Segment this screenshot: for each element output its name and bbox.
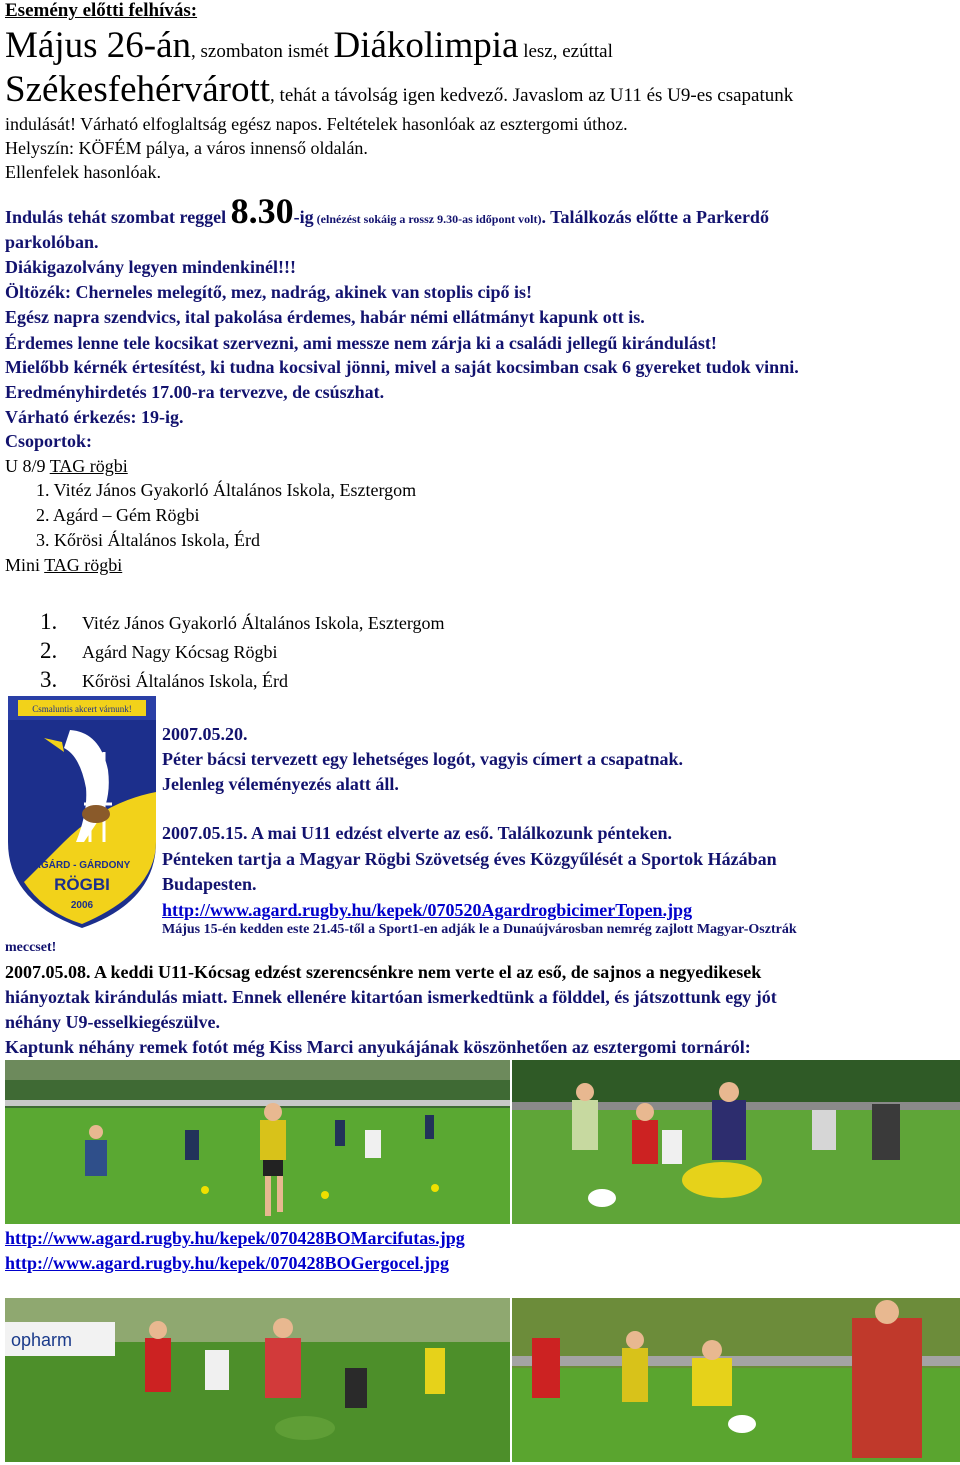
- crest-name-2: RÖGBI: [54, 875, 110, 894]
- start-tail: . Találkozás előtte a Parkerdő: [541, 207, 769, 227]
- start-note: (elnézést sokáig a rossz 9.30-as időpont volt): [313, 212, 542, 226]
- crest-name-1: AGÁRD - GÁRDONY: [33, 860, 131, 871]
- headline-line-1: [5, 24, 613, 68]
- team-crest-logo: [4, 692, 160, 932]
- start-time: 8.30: [230, 191, 294, 231]
- news-text: néhány U9-esselkiegészülve.: [5, 1012, 220, 1032]
- group-item: 3. Kőrösi Általános Iskola, Érd: [36, 530, 260, 550]
- start-line: [5, 192, 769, 230]
- mini-item-text: Vitéz János Gyakorló Általános Iskola, Esztergom: [82, 613, 445, 633]
- start-line-2: parkolóban.: [5, 232, 99, 252]
- sponsor-banner-text: opharm: [11, 1330, 73, 1350]
- notice-line: Mielőbb kérnék értesítést, ki tudna kocsival jönni, mivel a saját kocsimban csak 6 gyereket tudok vinni.: [5, 357, 799, 377]
- news-text: 2007.05.08. A keddi U11-Kócsag edzést szerencsénkre nem verte el az eső, de sajnos a negyedikesek: [5, 962, 762, 982]
- section-heading: Esemény előtti felhívás:: [5, 0, 198, 21]
- headline-text: , tehát a távolság igen kedvező. Javaslom az U11 és U9-es csapatunk: [270, 85, 794, 106]
- headline-text: lesz, ezúttal: [518, 41, 613, 62]
- group-title-u89: [5, 456, 128, 476]
- group-item: 2. Agárd – Gém Rögbi: [36, 505, 200, 525]
- crest-year: 2006: [70, 900, 94, 911]
- headline-line-2: [5, 68, 793, 112]
- notice-line: Érdemes lenne tele kocsikat szervezni, ami messze nem zárja ki a családi jellegű kirándulást!: [5, 333, 717, 353]
- news-text: Pénteken tartja a Magyar Rögbi Szövetség éves Közgyűlését a Sportok Házában: [162, 849, 777, 869]
- intro-line: indulását! Várható elfoglaltság egész napos. Feltételek hasonlóak az esztergomi úthoz.: [5, 114, 628, 134]
- tournament-photo-celebration: [512, 1060, 960, 1224]
- mini-item-number: 3.: [40, 667, 58, 692]
- crest-image-link[interactable]: http://www.agard.rugby.hu/kepek/070520AgardrogbicimerTopen.jpg: [162, 900, 693, 920]
- news-text: Kaptunk néhány remek fotót még Kiss Marci anyukájának köszönhetően az esztergomi tornáról:: [5, 1037, 751, 1057]
- headline-event: Diákolimpia: [333, 25, 519, 66]
- news-date: 2007.05.20.: [162, 724, 248, 744]
- group-title-mini: [5, 555, 122, 575]
- tournament-photo-running: [5, 1060, 510, 1224]
- mini-item-number: 2.: [40, 638, 58, 663]
- notice-line: Eredményhirdetés 17.00-ra tervezve, de csúszhat.: [5, 382, 385, 402]
- intro-line: Ellenfelek hasonlóak.: [5, 162, 161, 182]
- headline-text: , szombaton ismét: [191, 41, 334, 62]
- news-text: hiányoztak kirándulás miatt. Ennek ellenére kitartóan ismerkedtünk a földdel, és játszottunk egy jót: [5, 987, 777, 1007]
- photo-link-gergo[interactable]: http://www.agard.rugby.hu/kepek/070428BOGergocel.jpg: [5, 1253, 450, 1273]
- headline-city: Székesfehérvárott: [5, 69, 271, 110]
- news-text: Budapesten.: [162, 874, 257, 894]
- mini-item-text: Agárd Nagy Kócsag Rögbi: [82, 642, 278, 662]
- start-lead: Indulás tehát szombat reggel: [5, 207, 231, 227]
- group-tag: TAG rögbi: [49, 456, 128, 476]
- mini-item-text: Kőrösi Általános Iskola, Érd: [82, 671, 288, 691]
- intro-line: Helyszín: KÖFÉM pálya, a város innenső oldalán.: [5, 138, 368, 158]
- news-text: 2007.05.15. A mai U11 edzést elverte az eső. Találkozunk pénteken.: [162, 823, 672, 843]
- notice-line: Diákigazolvány legyen mindenkinél!!!: [5, 257, 297, 277]
- group-item: 1. Vitéz János Gyakorló Általános Iskola, Esztergom: [36, 480, 417, 500]
- tournament-photo-ball: [512, 1298, 960, 1462]
- notice-line: Csoportok:: [5, 431, 93, 451]
- tournament-photo-tackle: [5, 1298, 510, 1462]
- notice-line: Várható érkezés: 19-ig.: [5, 407, 184, 427]
- crest-banner-text: Csmaluntis akcert várnunk!: [32, 704, 132, 714]
- headline-date: Május 26-án: [5, 25, 191, 66]
- group-prefix: U 8/9: [5, 456, 50, 476]
- notice-line: Öltözék: Cherneles melegítő, mez, nadrág, akinek van stoplis cipő is!: [5, 282, 532, 302]
- news-text: Jelenleg véleményezés alatt áll.: [162, 774, 399, 794]
- mini-item: [40, 638, 277, 667]
- notice-line: Egész napra szendvics, ital pakolása érdemes, habár némi ellátmányt kapunk ott is.: [5, 307, 645, 327]
- start-suffix: -ig: [293, 207, 314, 227]
- photo-link-marci[interactable]: http://www.agard.rugby.hu/kepek/070428BOMarcifutas.jpg: [5, 1228, 465, 1248]
- mini-item: [40, 609, 445, 638]
- tv-notice: Május 15-én kedden este 21.45-től a Sport1-en adják le a Dunaújvárosban nemrég zajlott Magyar-Osztrák: [162, 922, 797, 937]
- group-prefix: Mini: [5, 555, 45, 575]
- mini-item-number: 1.: [40, 609, 58, 634]
- group-tag: TAG rögbi: [44, 555, 123, 575]
- tv-notice-end: meccset!: [5, 940, 57, 955]
- news-text: Péter bácsi tervezett egy lehetséges logót, vagyis címert a csapatnak.: [162, 749, 684, 769]
